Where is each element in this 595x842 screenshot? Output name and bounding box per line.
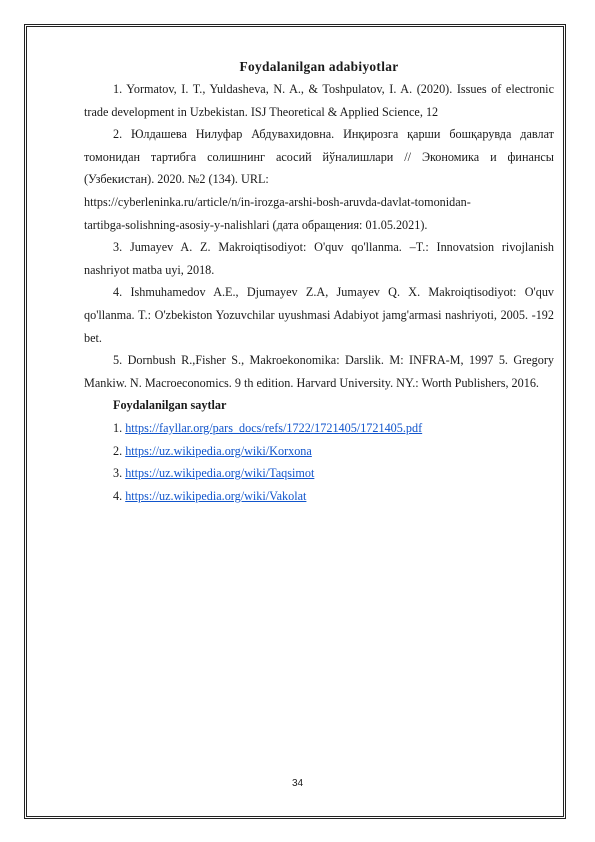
page-number: 34: [291, 778, 304, 789]
sites-heading: Foydalanilgan saytlar: [113, 398, 227, 413]
reference-item: [84, 349, 554, 394]
reference-number: 2.: [113, 127, 123, 142]
site-item: [84, 462, 554, 485]
reference-url-line: tartibga-solishning-asosiy-y-nalishlari (дата обращения: 01.05.2021).: [84, 217, 428, 232]
reference-item: [84, 236, 554, 281]
site-link[interactable]: https://uz.wikipedia.org/wiki/Korxona: [125, 443, 312, 458]
site-number: 3.: [113, 466, 123, 481]
reference-item: [84, 78, 554, 123]
reference-url-line: https://cyberleninka.ru/article/n/in-irozga-arshi-bosh-aruvda-davlat-tomonidan-: [84, 194, 471, 209]
site-link[interactable]: https://uz.wikipedia.org/wiki/Vakolat: [125, 488, 307, 503]
site-item: [84, 485, 554, 508]
reference-text: Jumayev A. Z. Makroiqtisodiyot: O'quv qo'llanma. –T.: Innovatsion rivojlanish nashriyot matba uyi, 2018.: [84, 240, 555, 277]
site-item: [84, 417, 554, 440]
page-title: Foydalanilgan adabiyotlar: [239, 59, 399, 74]
reference-number: 3.: [113, 240, 123, 255]
site-number: 2.: [113, 443, 123, 458]
reference-text: Ishmuhamedov A.E., Djumayev Z.A, Jumayev Q. X. Makroiqtisodiyot: O'quv qo'llanma. T.: O'zbekiston Yozuvchilar uyushmasi Adabiyot jamg'armasi nashriyoti, 2005. -192 bet.: [84, 285, 555, 345]
reference-text: Yormatov, I. T., Yuldasheva, N. A., & Toshpulatov, I. A. (2020). Issues of electronic trade development in Uzbekistan. ISJ Theoretical & Applied Science, 12: [84, 82, 554, 119]
site-number: 4.: [113, 488, 123, 503]
reference-number: 5.: [113, 353, 123, 368]
document-body: [84, 56, 554, 507]
site-link[interactable]: https://uz.wikipedia.org/wiki/Taqsimot: [125, 466, 315, 481]
site-link[interactable]: https://fayllar.org/pars_docs/refs/1722/1721405/1721405.pdf: [125, 420, 423, 435]
reference-text: Dornbush R.,Fisher S., Makroekonomika: Darslik. M: INFRA-M, 1997 5. Gregory Mankiw. N. Macroeconomics. 9 th edition. Harvard University. NY.: Worth Publishers, 2016.: [84, 353, 555, 390]
site-number: 1.: [113, 420, 123, 435]
reference-number: 4.: [113, 285, 123, 300]
reference-item: [84, 123, 554, 191]
reference-number: 1.: [113, 82, 123, 96]
site-item: [84, 440, 554, 463]
reference-item: [84, 281, 554, 349]
reference-text: Юлдашева Нилуфар Абдувахидовна. Инқирозга қарши бошқарувда давлат томонидан тартибга солишнинг асосий йўналишлари // Экономика и финансы (Узбекистан). 2020. №2 (134). URL:: [84, 127, 554, 187]
